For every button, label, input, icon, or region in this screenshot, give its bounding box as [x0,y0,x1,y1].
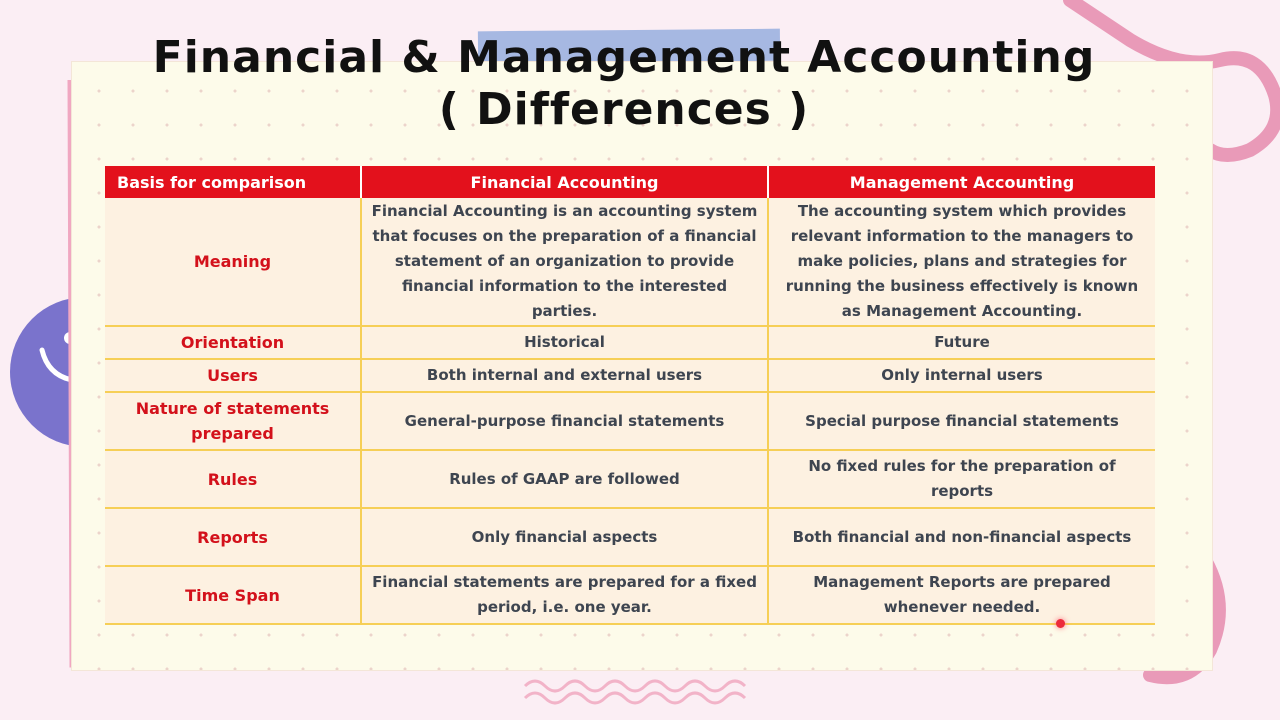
basis-cell: Orientation [105,326,361,359]
table-row [105,450,1155,508]
table-row [105,359,1155,392]
financial-cell: General-purpose financial statements [361,392,768,450]
management-cell: Management Reports are prepared whenever needed. [768,566,1155,624]
page-title [0,32,1248,136]
management-cell: Future [768,326,1155,359]
title-line-1: Financial & Management Accounting [152,32,1096,83]
table-row [105,198,1155,326]
financial-cell: Financial statements are prepared for a fixed period, i.e. one year. [361,566,768,624]
table-row [105,508,1155,566]
table-header-row [105,166,1155,198]
basis-cell: Users [105,359,361,392]
table-row [105,566,1155,624]
basis-cell: Time Span [105,566,361,624]
comparison-table [105,166,1155,625]
basis-cell: Meaning [105,198,361,326]
management-cell: Special purpose financial statements [768,392,1155,450]
laser-pointer-dot [1056,619,1065,628]
management-cell: Both financial and non-financial aspects [768,508,1155,566]
basis-cell: Rules [105,450,361,508]
financial-cell: Only financial aspects [361,508,768,566]
financial-cell: Financial Accounting is an accounting system that focuses on the preparation of a financial statement of an organization to provide financial information to the interested parties. [361,198,768,326]
financial-cell: Both internal and external users [361,359,768,392]
table-row [105,392,1155,450]
basis-cell: Nature of statements prepared [105,392,361,450]
management-cell: Only internal users [768,359,1155,392]
header-basis: Basis for comparison [105,166,361,198]
table-row [105,326,1155,359]
title-line-2: ( Differences ) [438,84,810,135]
management-cell: No fixed rules for the preparation of reports [768,450,1155,508]
basis-cell: Reports [105,508,361,566]
financial-cell: Rules of GAAP are followed [361,450,768,508]
comparison-table-wrapper [105,166,1155,625]
financial-cell: Historical [361,326,768,359]
header-financial: Financial Accounting [361,166,768,198]
header-management: Management Accounting [768,166,1155,198]
management-cell: The accounting system which provides relevant information to the managers to make policies, plans and strategies for running the business effectively is known as Management Accounting. [768,198,1155,326]
